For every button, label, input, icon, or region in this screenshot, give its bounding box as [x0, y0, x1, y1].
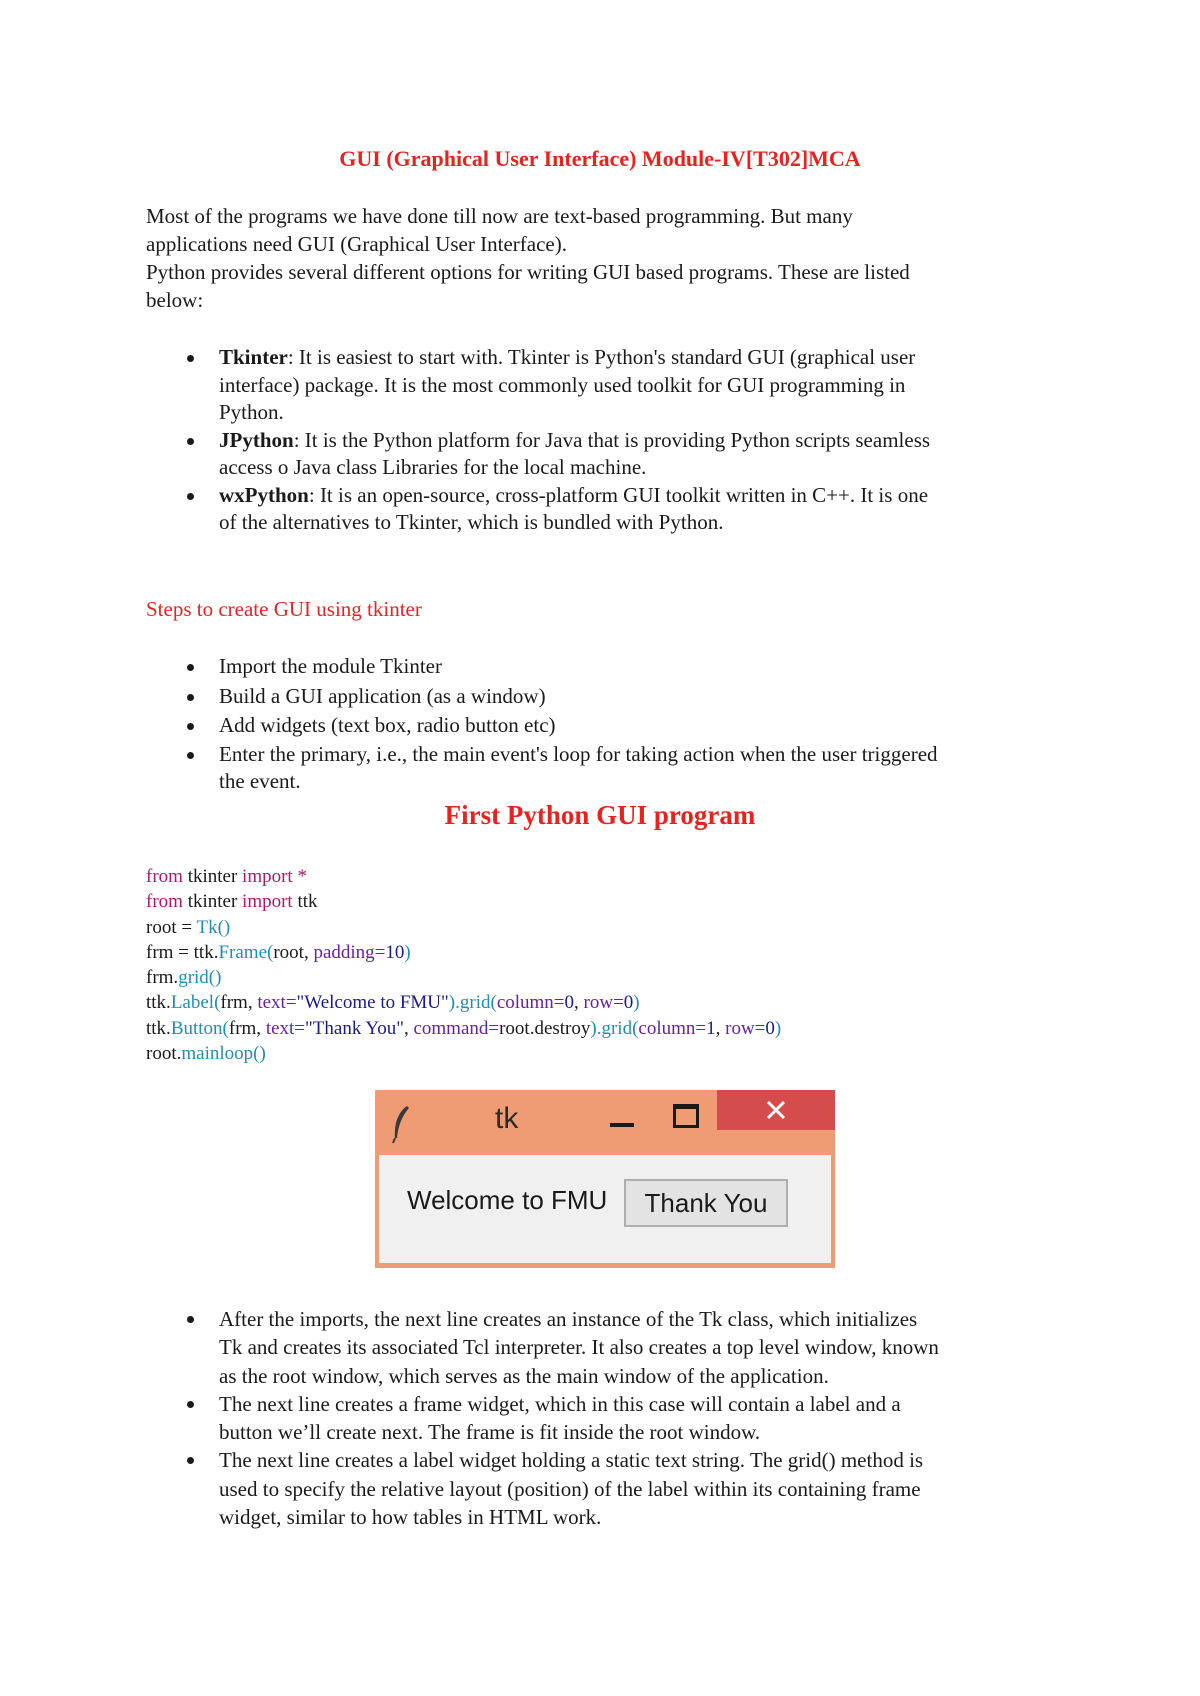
explanation-item: [146, 1446, 1076, 1531]
code-token: 0: [765, 1017, 775, 1039]
explanation-text: used to specify the relative layout (position) of the label within its containing frame: [219, 1476, 921, 1501]
step-text: the event.: [219, 769, 301, 793]
bullet-icon: [187, 1316, 194, 1323]
code-token: root =: [146, 916, 197, 938]
code-token: import: [242, 866, 293, 887]
code-line: [146, 990, 781, 1015]
code-line: [146, 940, 781, 965]
code-line: [146, 965, 781, 990]
code-token: padding=: [313, 941, 386, 963]
code-line: [146, 1041, 781, 1066]
bullet-icon: [187, 1457, 194, 1464]
steps-list: [146, 652, 1076, 796]
minimize-icon[interactable]: [610, 1123, 634, 1127]
option-text: : It is an open-source, cross-platform GUI toolkit written in C++. It is one: [308, 482, 929, 507]
explanation-item: [146, 1390, 1076, 1447]
code-token: column=: [638, 1017, 707, 1039]
explanation-text: Tk and creates its associated Tcl interpreter. It also creates a top level window, known: [219, 1335, 939, 1360]
option-jpython: [146, 427, 1076, 482]
code-token: frm,: [228, 1017, 266, 1039]
intro-line: applications need GUI (Graphical User Interface).: [146, 232, 567, 256]
gui-options-list: [146, 344, 1076, 537]
step-item: [146, 741, 1076, 796]
code-token: ,: [403, 1017, 414, 1039]
bullet-icon: [187, 438, 194, 445]
close-icon: [765, 1100, 787, 1120]
explanation-text: The next line creates a label widget holding a static text string. The grid() method is: [219, 1448, 924, 1473]
code-token: Label(: [170, 992, 221, 1014]
bullet-icon: [187, 723, 194, 730]
code-token: mainloop(): [181, 1043, 266, 1065]
code-token: ,: [715, 1017, 726, 1039]
intro-line: Most of the programs we have done till now are text-based programming. But many: [146, 204, 853, 228]
step-text: Build a GUI application (as a window): [219, 683, 546, 708]
code-token: command=: [413, 1017, 500, 1039]
explanation-text: button we’ll create next. The frame is fit inside the root window.: [219, 1420, 761, 1445]
intro-line: Python provides several different options for writing GUI based programs. These are listed: [146, 260, 910, 284]
code-token: Tk(): [196, 916, 231, 938]
code-token: ): [404, 941, 411, 963]
code-token: frm = ttk.: [146, 941, 219, 963]
code-token: ): [633, 992, 640, 1014]
code-line: [146, 889, 781, 914]
explanation-item: [146, 1305, 1076, 1390]
feather-icon: [390, 1104, 412, 1144]
step-text: Enter the primary, i.e., the main event's loop for taking action when the user triggered: [219, 741, 938, 766]
steps-heading: Steps to create GUI using tkinter: [146, 597, 422, 621]
close-button[interactable]: [717, 1090, 835, 1130]
code-token: grid(): [178, 967, 222, 989]
tk-window-screenshot: [375, 1090, 835, 1268]
step-item: [146, 652, 1076, 682]
code-token: 0: [564, 992, 575, 1014]
code-token: Button(: [170, 1017, 229, 1039]
option-text: Python.: [219, 400, 284, 424]
code-token: root,: [273, 941, 314, 963]
code-token: tkinter: [182, 891, 243, 913]
explanation-text: The next line creates a frame widget, which in this case will contain a label and a: [219, 1391, 901, 1416]
code-token: column=: [496, 992, 565, 1014]
welcome-label: Welcome to FMU: [407, 1185, 608, 1215]
code-token: "Thank You": [305, 1017, 404, 1039]
code-line: [146, 864, 781, 889]
code-token: text=: [257, 992, 297, 1014]
code-token: ,: [574, 992, 584, 1014]
explanations-list: [146, 1305, 1076, 1531]
code-token: ttk.: [146, 992, 171, 1014]
code-block: [146, 864, 781, 1066]
code-token: Frame(: [218, 941, 274, 963]
bullet-icon: [187, 355, 194, 362]
code-token: 1: [706, 1017, 716, 1039]
document-title: GUI (Graphical User Interface) Module-IV[T302]MCA: [339, 146, 861, 171]
option-name: wxPython: [219, 482, 309, 507]
code-token: row=: [583, 992, 624, 1014]
bullet-icon: [187, 694, 194, 701]
option-text: interface) package. It is the most commonly used toolkit for GUI programming in: [219, 372, 906, 397]
code-token: import: [242, 891, 293, 913]
bullet-icon: [187, 752, 194, 759]
option-text: : It is easiest to start with. Tkinter is Python's standard GUI (graphical user: [287, 345, 916, 369]
maximize-icon[interactable]: [673, 1104, 699, 1128]
step-item: [146, 682, 1076, 712]
code-token: frm.: [146, 967, 179, 989]
code-token: ).grid(: [448, 992, 497, 1014]
code-line: [146, 915, 781, 940]
explanation-text: as the root window, which serves as the main window of the application.: [219, 1363, 829, 1388]
code-token: ).grid(: [590, 1017, 639, 1039]
code-token: from: [146, 866, 183, 887]
code-token: ttk.: [146, 1017, 171, 1039]
code-token: tkinter: [182, 866, 243, 887]
code-token: ttk: [292, 891, 318, 913]
step-text: Import the module Tkinter: [219, 654, 442, 678]
code-token: from: [146, 891, 183, 913]
option-text: access o Java class Libraries for the local machine.: [219, 455, 647, 479]
code-token: root.: [146, 1043, 182, 1065]
option-name: JPython: [219, 427, 294, 452]
program-heading: First Python GUI program: [444, 800, 756, 830]
step-item: [146, 711, 1076, 741]
bullet-icon: [187, 493, 194, 500]
code-token: 0: [623, 992, 634, 1014]
explanation-text: widget, similar to how tables in HTML work.: [219, 1505, 602, 1530]
bullet-icon: [187, 664, 194, 671]
thank-you-button[interactable]: Thank You: [624, 1179, 788, 1227]
intro-line: below:: [146, 288, 204, 312]
code-token: "Welcome to FMU": [296, 992, 449, 1014]
intro-paragraph: [146, 202, 1076, 314]
bullet-icon: [187, 1401, 194, 1408]
code-token: ): [774, 1017, 782, 1039]
explanation-text: After the imports, the next line creates an instance of the Tk class, which initializes: [219, 1307, 918, 1331]
option-text: : It is the Python platform for Java that is providing Python scripts seamless: [293, 427, 931, 452]
tk-window-title: tk: [495, 1102, 519, 1135]
option-tkinter: [146, 344, 1076, 427]
tk-frame: [379, 1155, 831, 1263]
step-text: Add widgets (text box, radio button etc): [219, 713, 556, 737]
code-token: *: [292, 866, 307, 887]
option-name: Tkinter: [219, 345, 288, 369]
option-text: of the alternatives to Tkinter, which is bundled with Python.: [219, 510, 724, 534]
code-token: frm,: [220, 992, 258, 1014]
code-token: row=: [725, 1017, 766, 1039]
code-line: [146, 1016, 781, 1041]
code-token: text=: [265, 1017, 306, 1039]
code-token: 10: [385, 941, 405, 963]
code-token: root.destroy: [499, 1017, 591, 1039]
option-wxpython: [146, 482, 1076, 537]
